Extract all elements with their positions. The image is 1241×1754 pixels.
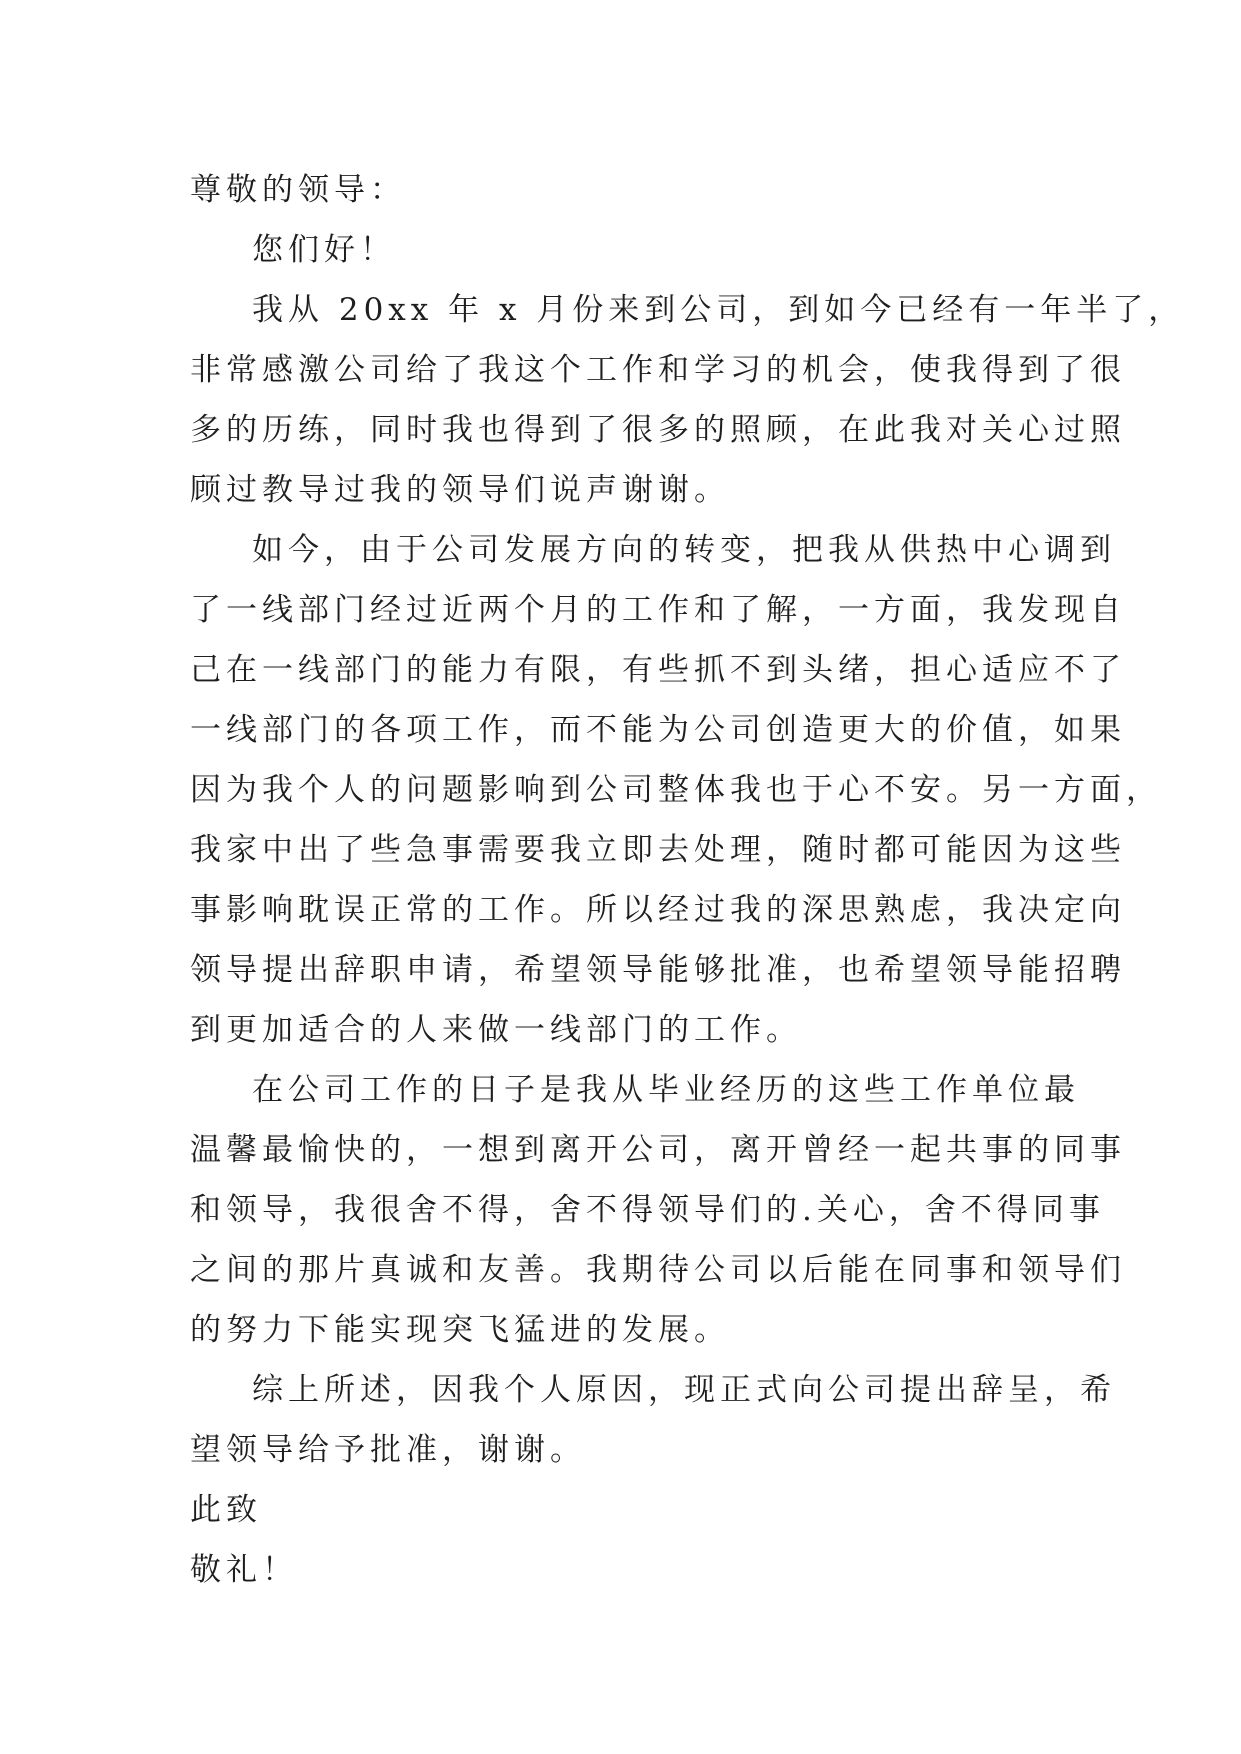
salutation: 尊敬的领导： <box>190 172 406 208</box>
paragraph-2 <box>190 520 1162 1060</box>
paragraph-1 <box>190 280 1185 520</box>
text-line: 和领导，我很舍不得，舍不得领导们的.关心，舍不得同事 <box>190 1192 1105 1228</box>
text-line: 在公司工作的日子是我从毕业经历的这些工作单位最 <box>252 1072 1080 1108</box>
text-line: 如今，由于公司发展方向的转变，把我从供热中心调到 <box>252 532 1116 568</box>
letter-body <box>190 160 1185 1600</box>
text-line: 温馨最愉快的，一想到离开公司，离开曾经一起共事的同事 <box>190 1132 1126 1168</box>
text-line: 顾过教导过我的领导们说声谢谢。 <box>190 472 730 508</box>
text-line: 一线部门的各项工作，而不能为公司创造更大的价值，如果 <box>190 712 1126 748</box>
paragraph-4 <box>190 1360 1116 1480</box>
text-line: 多的历练，同时我也得到了很多的照顾，在此我对关心过照 <box>190 412 1126 448</box>
greeting: 您们好！ <box>252 232 396 268</box>
paragraph-3 <box>190 1060 1126 1360</box>
text-line: 事影响耽误正常的工作。所以经过我的深思熟虑，我决定向 <box>190 892 1126 928</box>
text-line: 望领导给予批准，谢谢。 <box>190 1432 586 1468</box>
text-line: 因为我个人的问题影响到公司整体我也于心不安。另一方面， <box>190 772 1162 808</box>
text-line: 我家中出了些急事需要我立即去处理，随时都可能因为这些 <box>190 832 1126 868</box>
closing-line-1: 此致 <box>190 1492 262 1528</box>
text-line: 己在一线部门的能力有限，有些抓不到头绪，担心适应不了 <box>190 652 1126 688</box>
text-line: 综上所述，因我个人原因，现正式向公司提出辞呈，希 <box>252 1372 1116 1408</box>
text-line: 非常感激公司给了我这个工作和学习的机会，使我得到了很 <box>190 352 1126 388</box>
text-line: 的努力下能实现突飞猛进的发展。 <box>190 1312 730 1348</box>
text-line: 之间的那片真诚和友善。我期待公司以后能在同事和领导们 <box>190 1252 1126 1288</box>
closing-line-2: 敬礼！ <box>190 1552 298 1588</box>
text-line: 我从 20xx 年 x 月份来到公司，到如今已经有一年半了， <box>252 292 1185 328</box>
text-line: 了一线部门经过近两个月的工作和了解，一方面，我发现自 <box>190 592 1126 628</box>
text-line: 到更加适合的人来做一线部门的工作。 <box>190 1012 802 1048</box>
text-line: 领导提出辞职申请，希望领导能够批准，也希望领导能招聘 <box>190 952 1126 988</box>
